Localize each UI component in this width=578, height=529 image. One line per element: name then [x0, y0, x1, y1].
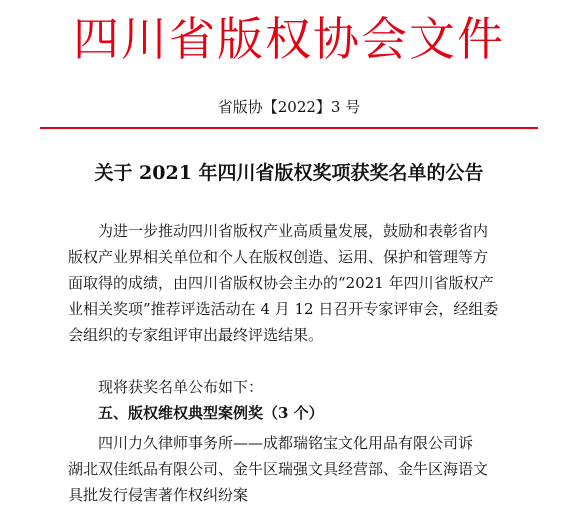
- intro-line-3: 面取得的成绩，由四川省版权协会主办的“2021 年四川省版权产: [68, 274, 494, 292]
- intro-paragraph: [68, 218, 528, 348]
- section-heading: 五、版权维权典型案例奖（3 个）: [98, 404, 324, 422]
- case-line-1: 四川力久律师事务所——成都瑞铭宝文化用品有限公司诉: [98, 434, 474, 452]
- intro-line-5: 会组织的专家组评审出最终评选结果。: [68, 326, 324, 344]
- intro-line-4: 业相关奖项”推荐评选活动在 4 月 12 日召开专家评审会，经组委: [68, 300, 499, 318]
- org-header-title: 四川省版权协会文件: [73, 12, 505, 66]
- red-divider-line: [40, 127, 538, 129]
- intro-line-2: 版权产业界相关单位和个人在版权创造、运用、保护和管理等方: [68, 248, 489, 266]
- case-entry: [68, 430, 528, 508]
- document-number: 省版协【2022】3 号: [217, 98, 361, 116]
- announcement-paragraph: 现将获奖名单公布如下：: [98, 378, 264, 396]
- notice-title: 关于 2021 年四川省版权奖项获奖名单的公告: [94, 162, 484, 184]
- case-line-3: 具批发行侵害著作权纠纷案: [68, 486, 249, 504]
- case-line-2: 湖北双佳纸品有限公司、金牛区瑞强文具经营部、金牛区海语文: [68, 460, 489, 478]
- intro-line-1: 为进一步推动四川省版权产业高质量发展，鼓励和表彰省内: [98, 222, 489, 240]
